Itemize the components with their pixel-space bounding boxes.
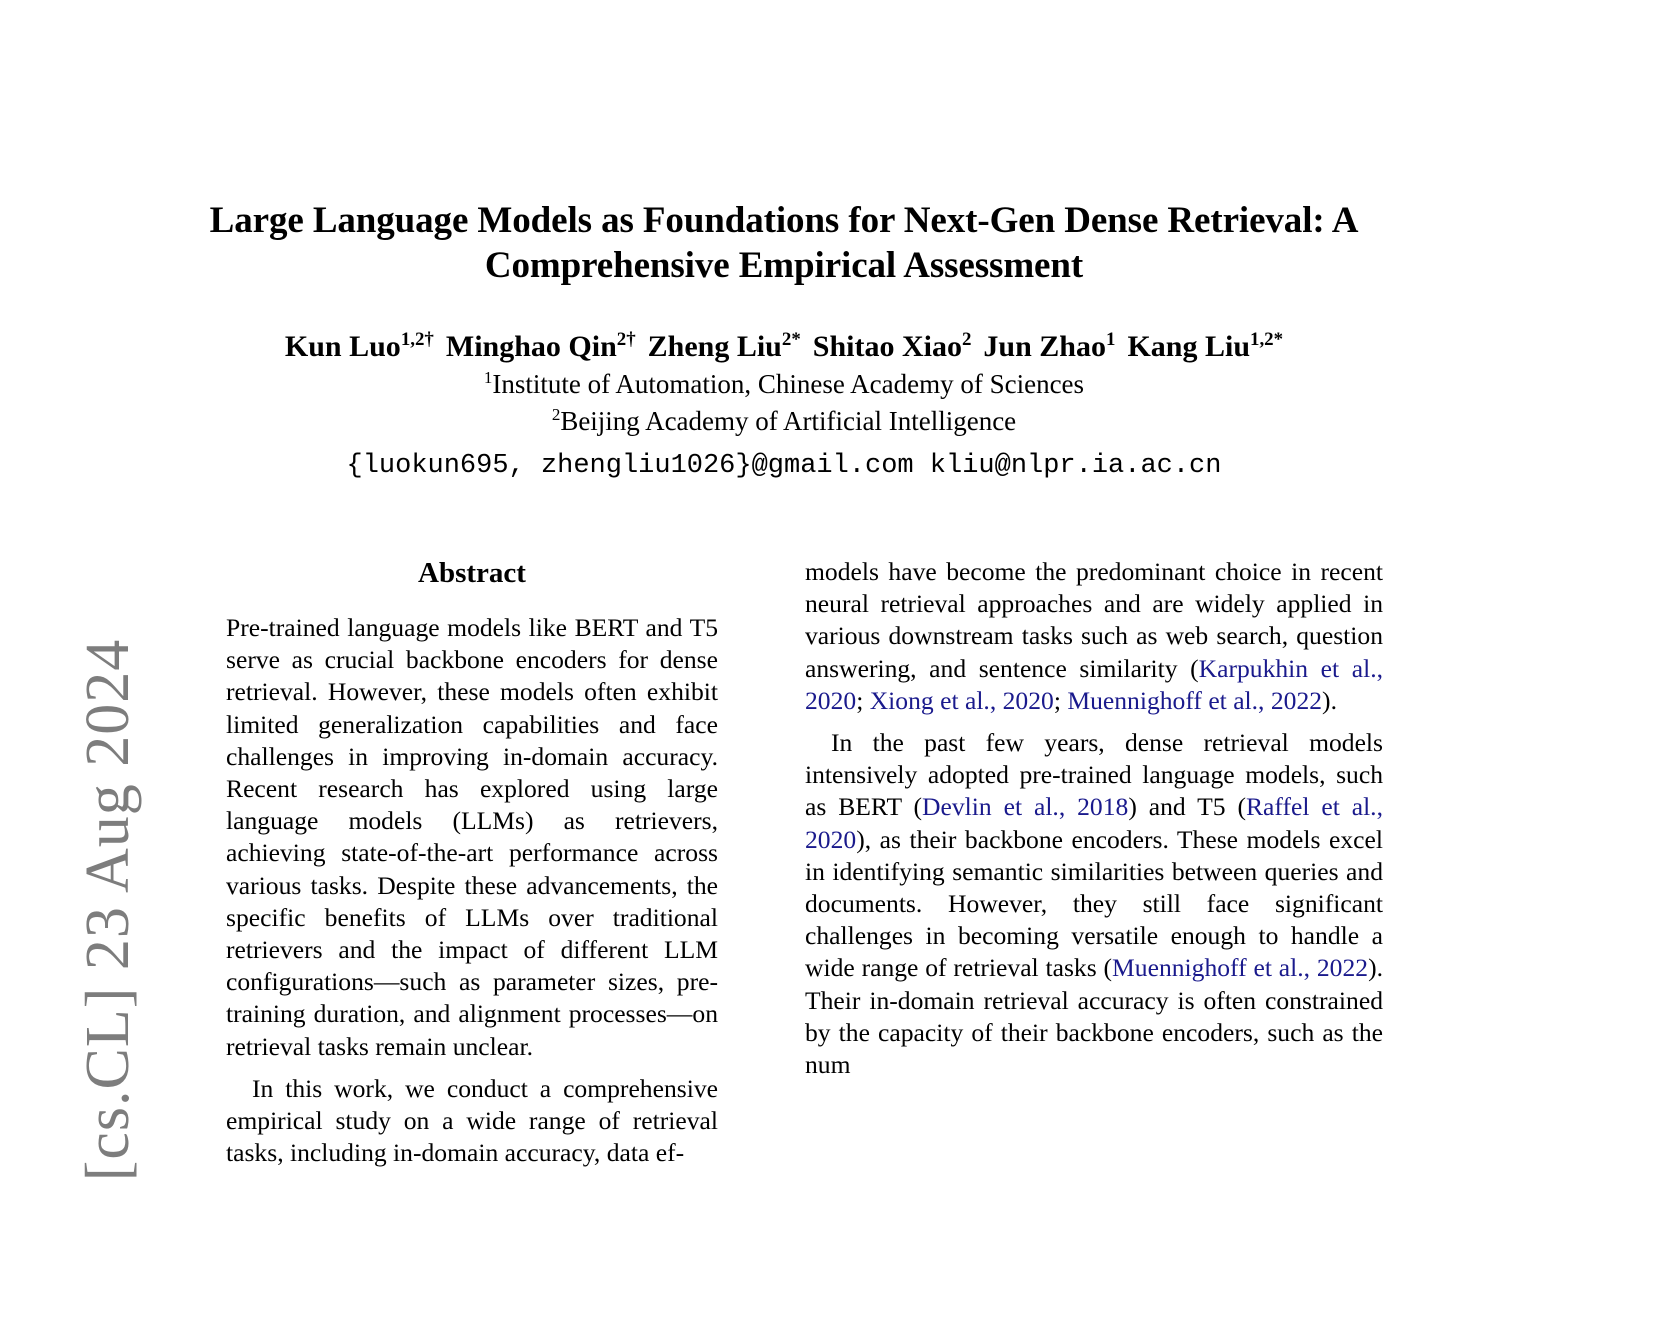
citation-link[interactable]: Raffel et al., 2020 bbox=[805, 792, 1383, 854]
author-affiliation-marker: 2 bbox=[961, 329, 972, 350]
author-affiliation-marker: 2† bbox=[616, 329, 636, 350]
author-list bbox=[186, 328, 1382, 366]
author-name: Shitao Xiao$^2$ bbox=[812, 329, 972, 363]
citation-link[interactable]: Devlin et al., 2018 bbox=[922, 792, 1129, 822]
abstract-paragraph-2: In this work, we conduct a comprehensive empirical study on a wide range of retrieval tasks, including in-domain accuracy, data ef- bbox=[226, 1073, 718, 1168]
author-affiliation-marker: 2* bbox=[781, 329, 801, 350]
abstract-paragraph-1: Pre-trained language models like BERT and T5 serve as crucial backbone encoders for dense retrieval. However, these models often exhibit limited generalization capabilities and face challenges in improving in-domain accuracy. Recent research has explored using large language models (LLMs) as retrievers, achieving state-of-the-art performance across various tasks. Despite these advancements, the specific benefits of LLMs over traditional retrievers and the impact of different LLM configurations—such as parameter sizes, pre-training duration, and alignment processes—on retrieval tasks remain unclear. bbox=[226, 613, 718, 1061]
affiliation-line: $^1$Institute of Automation, Chinese Academy of Sciences bbox=[483, 368, 1085, 399]
citation-link[interactable]: Muennighoff et al., 2022 bbox=[1067, 685, 1323, 715]
affiliation-list bbox=[186, 366, 1382, 440]
left-column bbox=[226, 556, 718, 1241]
affiliation-line: $^2$Beijing Academy of Artificial Intelligence bbox=[551, 405, 1017, 436]
intro-paragraph-1: models have become the predominant choice in recent neural retrieval approaches and are widely applied in various downstream tasks such as web search, question answering, and sentence similarity (Karpukhin et al., 2020; Xiong et al., 2020; Muennighoff et al., 2022). bbox=[805, 557, 1383, 715]
right-column bbox=[805, 556, 1383, 1241]
author-affiliation-marker: 1,2† bbox=[400, 329, 434, 350]
arxiv-sidebar-stamp: [cs.CL] 23 Aug 2024 bbox=[74, 638, 142, 1182]
page-title: Large Language Models as Foundations for Next-Gen Dense Retrieval: A Comprehensive Empirical Assessment bbox=[209, 200, 1359, 286]
intro-paragraph-2: In the past few years, dense retrieval models intensively adopted pre-trained language models, such as BERT (Devlin et al., 2018) and T5 (Raffel et al., 2020), as their backbone encoders. These models excel in identifying semantic similarities between queries and documents. However, they still face significant challenges in becoming versatile enough to handle a wide range of retrieval tasks (Muennighoff et al., 2022). Their in-domain retrieval accuracy is often constrained by the capacity of their backbone encoders, such as the num bbox=[805, 728, 1383, 1080]
citation-link[interactable]: Muennighoff et al., 2022 bbox=[1112, 953, 1369, 983]
title-block bbox=[186, 198, 1382, 288]
citation-link[interactable]: Xiong et al., 2020 bbox=[869, 685, 1054, 715]
citation-link[interactable]: Karpukhin et al., 2020 bbox=[805, 653, 1383, 715]
author-affiliation-marker: 1,2* bbox=[1250, 329, 1284, 350]
affiliation-marker: 2 bbox=[551, 405, 561, 424]
email-line: {luokun695, zhengliu1026}@gmail.com kliu@nlpr.ia.ac.cn bbox=[346, 451, 1222, 481]
author-name: Minghao Qin$^{2\dagger}$ bbox=[445, 329, 636, 363]
abstract-heading: Abstract bbox=[418, 557, 526, 589]
author-name: Zheng Liu$^{2*}$ bbox=[647, 329, 801, 363]
author-name: Kang Liu$^{1,2*}$ bbox=[1127, 329, 1284, 363]
affiliation-marker: 1 bbox=[483, 368, 493, 387]
author-affiliation-marker: 1 bbox=[1106, 329, 1116, 350]
author-name: Jun Zhao$^1$ bbox=[983, 329, 1116, 363]
author-name: Kun Luo$^{1,2\dagger}$ bbox=[284, 329, 434, 363]
authors-block bbox=[186, 328, 1382, 488]
